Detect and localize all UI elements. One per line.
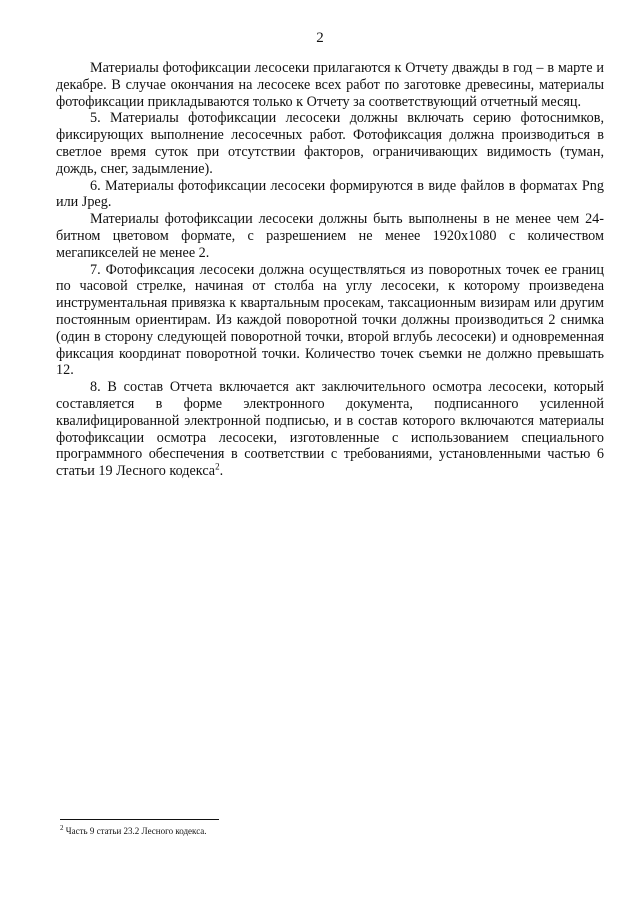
page-number: 2 [316, 30, 324, 46]
footnote-separator [60, 819, 219, 820]
paragraph-item-8-text: 8. В состав Отчета включается акт заключительного осмотра лесосеки, который составляется в форме электронного документа, подписанного усиленной квалифицированной электронной подписью, и в состав которого включаются материалы фотофиксации осмотра лесосеки, изготовленные с использованием специального программного обеспечения в соответствии с требованиями, установленными частью 6 статьи 19 Лесного кодекса [56, 379, 604, 480]
paragraph-photo-format: Материалы фотофиксации лесосеки должны быть выполнены в не менее чем 24-битном цветовом формате, с разрешением не менее 1920x1080 с количеством мегапикселей не менее 2. [56, 211, 604, 261]
paragraph-item-7: 7. Фотофиксация лесосеки должна осуществляться из поворотных точек ее границ по часовой стрелке, начиная от столба на углу лесосеки, к которому произведена инструментальная привязка к квартальным просекам, таксационным визирам или другим постоянным ориентирам. Из каждой поворотной точки должны производиться 2 снимка (один в сторону следующей поворотной точки, второй вглубь лесосеки) и одновременная фиксация координат поворотной точки. Количество точек съемки не должно превышать 12. [56, 261, 604, 379]
document-body [56, 60, 604, 480]
paragraph-end-mark: . [219, 463, 224, 480]
paragraph-item-6: 6. Материалы фотофиксации лесосеки формируются в виде файлов в форматах Png или Jpeg. [56, 177, 604, 211]
footnote [60, 826, 600, 837]
paragraph-item-8 [56, 379, 604, 480]
footnote-marker: 2 [60, 824, 64, 832]
footnote-text: Часть 9 статьи 23.2 Лесного кодекса. [63, 826, 207, 836]
paragraph-photo-schedule: Материалы фотофиксации лесосеки прилагаются к Отчету дважды в год – в марте и декабре. В случае окончания на лесосеке всех работ по заготовке древесины, материалы фотофиксации прикладываются только к Отчету за соответствующий отчетный месяц. [56, 60, 604, 110]
paragraph-item-5: 5. Материалы фотофиксации лесосеки должны включать серию фотоснимков, фиксирующих выполнение лесосечных работ. Фотофиксация должна производиться в светлое время суток при отсутствии факторов, ограничивающих видимость (туман, дождь, снег, задымление). [56, 110, 604, 177]
footnote-reference: 2 [215, 461, 220, 472]
